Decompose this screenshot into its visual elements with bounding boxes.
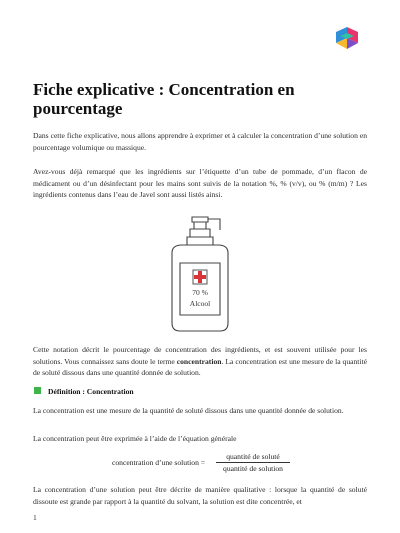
intro-paragraph: Dans cette fiche explicative, nous allons apprendre à exprimer et à calculer la concentration d’une solution en pourcentage volumique ou massique. <box>33 131 367 152</box>
page-number: 1 <box>33 513 37 522</box>
formula-fraction <box>216 452 290 473</box>
term-concentration: concentration <box>176 356 222 366</box>
notation-paragraph: Cette notation décrit le pourcentage de concentration des ingrédients, et est souvent utilisée pour les solutions. Vous connaissez sans doute le terme concentration. La concentration est une mesure de la quantité de soluté dissous dans une quantité donnée de solution. <box>33 345 368 377</box>
equation-intro: La concentration peut être exprimée à l’aide de l’équation générale <box>33 434 237 443</box>
formula-numerator: quantité de soluté <box>226 452 280 461</box>
concentration-formula <box>112 452 292 472</box>
bottle-percent-label: 70 % <box>192 288 208 297</box>
brand-logo-icon[interactable] <box>336 27 358 49</box>
sanitizer-bottle-illustration <box>150 215 250 335</box>
definition-text: La concentration est une mesure de la quantité de soluté dissous dans une quantité donnée de solution. <box>33 406 344 415</box>
bottle-name-label: Alcool <box>189 299 211 308</box>
definition-marker-icon <box>34 387 41 394</box>
definition-title: Définition : Concentration <box>48 387 134 396</box>
page-title: Fiche explicative : Concentration en pourcentage <box>33 80 295 118</box>
qualitative-paragraph: La concentration d’une solution peut être décrite de manière qualitative : lorsque la quantité de soluté dissoute est grande par rapport à la quantité du solvant, la solution est dite concentrée, et <box>33 485 367 506</box>
formula-denominator: quantité de solution <box>223 464 283 473</box>
observation-paragraph: Avez-vous déjà remarqué que les ingrédients sur l’étiquette d’un tube de pommade, d’un flacon de médicament ou d’un désinfectant pour les mains sont suivis de la notation %, % (v/v), ou % (m/m) ? Les ingrédients contenus dans l’eau de Javel sont aussi listés ainsi. <box>33 167 367 199</box>
fraction-bar <box>216 462 290 463</box>
formula-lhs: concentration d’une solution = <box>112 458 206 467</box>
